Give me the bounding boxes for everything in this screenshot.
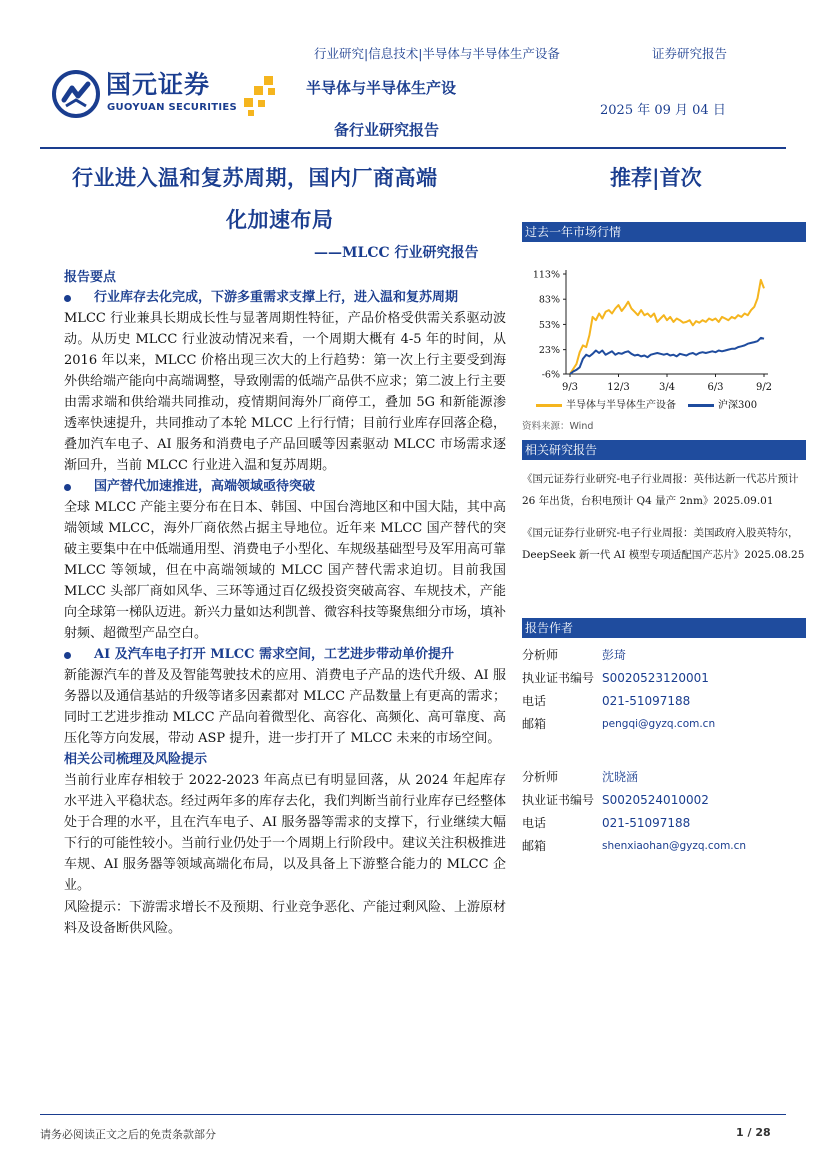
- bullet-title: 国产替代加速推进，高端领域亟待突破: [94, 479, 316, 494]
- header-report-type: 证券研究报告: [652, 46, 728, 61]
- report-subtitle: ——MLCC 行业研究报告: [314, 245, 479, 261]
- x-tick-label: 9/3: [561, 382, 579, 393]
- risk-paragraph: 风险提示：下游需求增长不及预期、行业竞争恶化、产能过剩风险、上游原材料及设备断供风险。: [64, 900, 507, 936]
- footer-divider: [40, 1114, 786, 1115]
- x-tick-label: 9/2: [755, 382, 773, 393]
- analyst-2-phone-row: [522, 812, 806, 835]
- investment-rating: 推荐|首次: [610, 165, 702, 190]
- guoyuan-logo-mark: [52, 70, 100, 118]
- analyst-1: [522, 644, 806, 736]
- email-label: 邮箱: [522, 717, 547, 731]
- legend-industry-swatch: [536, 404, 562, 407]
- summary-column: [64, 268, 506, 940]
- bullet-dot-icon: [64, 484, 71, 491]
- footer-disclaimer: 请务必阅读正文之后的免责条款部分: [40, 1128, 216, 1141]
- y-tick-label: -6%: [541, 369, 560, 381]
- analyst-1-role-row: [522, 644, 806, 667]
- x-tick-label: 12/3: [607, 382, 630, 393]
- sidebar-column: [522, 222, 806, 858]
- header-divider: [40, 147, 786, 149]
- logo-chinese-name: 国元证券: [106, 70, 211, 99]
- related-section-header: 相关研究报告: [522, 440, 806, 460]
- role-label: 分析师: [522, 770, 559, 784]
- companies-risk-heading: 相关公司梳理及风险提示: [64, 752, 208, 767]
- analyst-1-phone-row: [522, 690, 806, 713]
- page-number: 1 / 28: [736, 1126, 771, 1139]
- y-tick-label: 53%: [538, 319, 560, 331]
- analyst-2-email-row: [522, 835, 806, 858]
- legend-hs300-swatch: [688, 404, 714, 407]
- analyst-2-role-row: [522, 766, 806, 789]
- role-label: 分析师: [522, 648, 559, 662]
- bullet-paragraph-2: 全球 MLCC 产能主要分布在日本、韩国、中国台湾地区和中国大陆，其中高端领域 MLCC，海外厂商依然占据主导地位。近年来 MLCC 国产替代的突破主要集中在中低端通用型、消费电子小型化、车规级基础型号及军用高可靠 MLCC 等领域，但在中高端领域的 MLCC 国产替代需求迫切。目前我国 MLCC 头部厂商如风华、三环等通过百亿级投资突破高容、车规技术，产能向全球第一梯队迈进。新兴力量如达利凯普、微容科技等聚焦细分市场，填补射频、超微型产品空白。: [64, 500, 507, 641]
- report-title-line-2: 化加速布局: [226, 207, 334, 232]
- email-label: 邮箱: [522, 839, 547, 853]
- header-industry-line-1: 半导体与半导体生产设: [306, 79, 457, 97]
- header-categories: 行业研究|信息技术|半导体与半导体生产设备: [314, 46, 560, 61]
- email-address[interactable]: pengqi@gyzq.com.cn: [602, 718, 716, 730]
- license-label: 执业证书编号: [522, 671, 595, 685]
- email-address[interactable]: shenxiaohan@gyzq.com.cn: [602, 840, 747, 852]
- company-logo: [52, 68, 284, 122]
- bullet-paragraph-1: MLCC 行业兼具长期成长性与显著周期性特征，产品价格受供需关系驱动波动。从历史 MLCC 行业波动情况来看，一个周期大概有 4-5 年的时间，从 2016 年以来，MLCC 价格出现三次大的上行趋势：第一次上行主要受到海外供给端产能向中高端调整，导致刚需的低端产品供不应求；第二波上行主要由需求端和供给端共同推动，疫情期间海外厂商停工，叠加 5G 和新能源渗透率快速提升，共同推动了本轮 MLCC 上行行情；目前行业库存回落企稳，叠加汽车电子、AI 服务和消费电子产品回暖等因素驱动 MLCC 市场需求逐渐回升，当前 MLCC 行业进入温和复苏周期。: [64, 311, 507, 473]
- summary-heading: 报告要点: [64, 270, 117, 285]
- license-number: S0020523120001: [602, 671, 709, 685]
- analyst-name: 沈晓涵: [602, 770, 639, 784]
- phone-number: 021-51097188: [602, 694, 691, 708]
- market-section-header: 过去一年市场行情: [522, 222, 806, 242]
- phone-label: 电话: [522, 694, 547, 708]
- legend-industry-label: 半导体与半导体生产设备: [566, 400, 676, 411]
- header-date: 2025 年 09 月 04 日: [600, 103, 726, 118]
- analyst-name: 彭琦: [602, 648, 627, 662]
- phone-label: 电话: [522, 816, 547, 830]
- y-tick-label: 83%: [538, 294, 560, 306]
- x-tick-label: 6/3: [707, 382, 724, 393]
- license-label: 执业证书编号: [522, 793, 595, 807]
- analyst-1-email-row: [522, 713, 806, 736]
- industry-series-line: [570, 280, 764, 374]
- bullet-title: AI 及汽车电子打开 MLCC 需求空间，工艺进步带动单价提升: [94, 647, 454, 662]
- license-number: S0020524010002: [602, 793, 709, 807]
- bullet-paragraph-3: 新能源汽车的普及及智能驾驶技术的应用、消费电子产品的迭代升级、AI 服务器以及通信基站的升级等诸多因素都对 MLCC 产品数量上有更高的需求；同时工艺进步推动 MLCC 产品向着微型化、高容化、高频化、高可靠度、高压化等方向发展，带动 ASP 提升，进一步打开了 MLCC 未来的市场空间。: [64, 668, 506, 746]
- market-chart-svg: [522, 242, 806, 410]
- chart-source: 资料来源：Wind: [522, 421, 594, 432]
- bullet-dot-icon: [64, 652, 71, 659]
- related-report-2[interactable]: 《国元证券行业研究-电子行业周报：美国政府入股英特尔，DeepSeek 新一代 AI 模型专项适配国产芯片》2025.08.25: [522, 527, 805, 561]
- related-report-1[interactable]: 《国元证券行业研究-电子行业周报：英伟达新一代芯片预计 26 年出货，台积电预计 Q4 量产 2nm》2025.09.01: [522, 473, 799, 507]
- bullet-heading-3: [64, 645, 506, 665]
- market-chart: [522, 242, 806, 410]
- analyst-2: [522, 766, 806, 858]
- y-tick-label: 23%: [538, 345, 560, 357]
- hs300-series-line: [570, 338, 764, 374]
- analysts-section-header: 报告作者: [522, 618, 806, 638]
- header-industry-line-2: 备行业研究报告: [334, 121, 440, 139]
- analyst-spacer: [522, 736, 806, 766]
- legend-hs300-label: 沪深300: [718, 400, 758, 411]
- bullet-heading-1: [64, 288, 506, 308]
- analyst-1-license-row: [522, 667, 806, 690]
- phone-number: 021-51097188: [602, 816, 691, 830]
- report-title-line-1: 行业进入温和复苏周期，国内厂商高端: [72, 165, 438, 190]
- logo-squares-decoration: [240, 74, 284, 118]
- x-tick-label: 3/4: [658, 382, 676, 393]
- companies-paragraph: 当前行业库存相较于 2022-2023 年高点已有明显回落，从 2024 年起库存水平进入平稳状态。经过两年多的库存去化，我们判断当前行业库存已经整体处于合理的水平，且在汽车电子、AI 服务器等需求的支撑下，行业继续大幅下行的可能性较小。当前行业仍处于一个周期上行阶段中。建议关注积极推进车规、AI 服务器等领域高端化布局，以及具备上下游整合能力的 MLCC 企业。: [64, 773, 507, 893]
- bullet-heading-2: [64, 477, 506, 497]
- bullet-title: 行业库存去化完成，下游多重需求支撑上行，进入温和复苏周期: [94, 290, 459, 305]
- legend-hs300: [688, 396, 757, 411]
- legend-industry: [536, 396, 676, 411]
- y-tick-label: 113%: [532, 269, 560, 281]
- logo-english-name: GUOYUAN SECURITIES: [107, 102, 238, 113]
- bullet-dot-icon: [64, 295, 71, 302]
- analyst-2-license-row: [522, 789, 806, 812]
